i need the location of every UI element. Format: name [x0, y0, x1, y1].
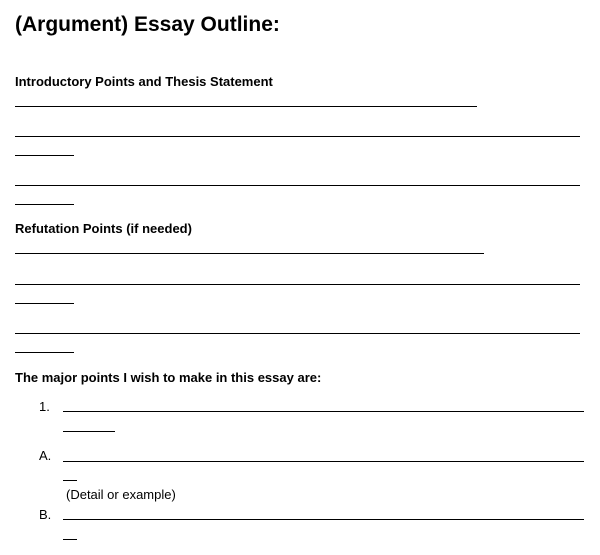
blank-line — [15, 284, 580, 285]
blank-line — [63, 461, 584, 462]
blank-line — [63, 431, 115, 432]
page-title: (Argument) Essay Outline: — [15, 13, 280, 36]
blank-line — [15, 106, 477, 107]
blank-line — [15, 352, 74, 353]
section-heading-refutation: Refutation Points (if needed) — [15, 221, 192, 236]
blank-line — [15, 204, 74, 205]
blank-line — [63, 480, 77, 481]
blank-line — [63, 539, 77, 540]
section-heading-introductory: Introductory Points and Thesis Statement — [15, 74, 273, 89]
section-heading-major-points: The major points I wish to make in this essay are: — [15, 370, 322, 385]
blank-line — [15, 136, 580, 137]
list-marker-b: B. — [39, 507, 52, 522]
list-marker-a: A. — [39, 448, 52, 463]
list-marker-1: 1. — [39, 399, 50, 414]
blank-line — [63, 411, 584, 412]
blank-line — [15, 333, 580, 334]
blank-line — [15, 253, 484, 254]
blank-line — [15, 303, 74, 304]
blank-line — [15, 185, 580, 186]
detail-note: (Detail or example) — [66, 487, 176, 502]
blank-line — [63, 519, 584, 520]
blank-line — [15, 155, 74, 156]
